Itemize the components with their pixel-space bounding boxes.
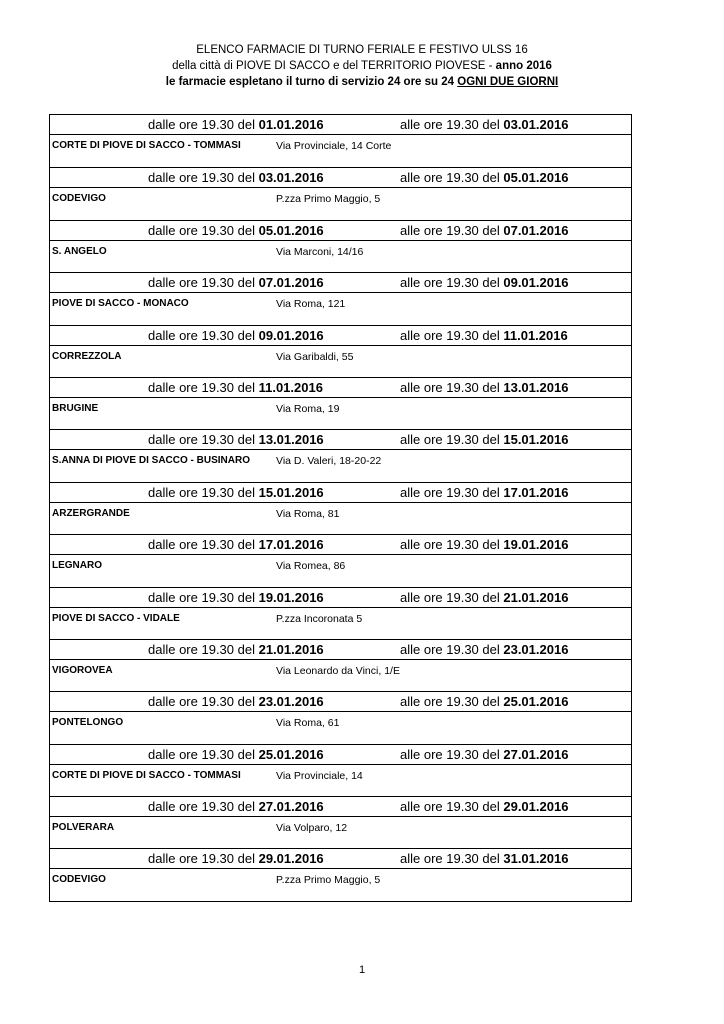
pharmacy-name: PONTELONGO (52, 717, 124, 729)
pharmacy-name: CORTE DI PIOVE DI SACCO - TOMMASI (52, 140, 241, 151)
pharmacy-name: BRUGINE (52, 402, 99, 414)
pharmacy-name: CODEVIGO (52, 193, 106, 205)
to-date-value: 13.01.2016 (503, 379, 569, 395)
pharmacy-address: Via Volparo, 12 (276, 822, 348, 835)
from-date (148, 590, 324, 605)
pharmacy-address: Via Provinciale, 14 Corte (276, 140, 392, 152)
date-range-row (50, 640, 631, 660)
to-date (400, 328, 568, 343)
from-date-value: 07.01.2016 (258, 275, 324, 291)
to-date (400, 747, 568, 762)
header-note (0, 74, 724, 90)
pharmacy-name: CODEVIGO (52, 874, 106, 886)
date-range-row (50, 115, 631, 135)
pharmacy-name: POLVERARA (52, 822, 115, 834)
header-note-text: le farmacie espletano il turno di servizio 24 ore su 24 (165, 76, 458, 88)
from-prefix: dalle ore 19.30 del (148, 379, 259, 395)
header-subtitle (0, 58, 724, 74)
from-prefix: dalle ore 19.30 del (148, 851, 259, 867)
from-date-value: 17.01.2016 (258, 537, 324, 553)
shift-entry (50, 325, 631, 377)
pharmacy-name: LEGNARO (52, 560, 102, 572)
to-date-value: 11.01.2016 (503, 327, 568, 343)
pharmacy-shift-table (49, 114, 632, 902)
from-date (148, 328, 324, 343)
from-date-value: 09.01.2016 (258, 327, 324, 343)
from-prefix: dalle ore 19.30 del (148, 117, 259, 132)
to-prefix: alle ore 19.30 del (400, 484, 504, 500)
shift-entry (50, 115, 631, 167)
to-date (400, 380, 568, 395)
to-date (400, 851, 568, 866)
shift-entry (50, 587, 631, 639)
to-prefix: alle ore 19.30 del (400, 851, 504, 867)
to-date (400, 432, 568, 447)
to-date-value: 25.01.2016 (503, 694, 569, 710)
to-date-value: 05.01.2016 (503, 170, 569, 186)
from-prefix: dalle ore 19.30 del (148, 275, 259, 291)
from-date (148, 117, 324, 132)
to-date-value: 09.01.2016 (503, 275, 569, 291)
shift-entry (50, 220, 631, 272)
shift-entry (50, 167, 631, 219)
to-prefix: alle ore 19.30 del (400, 170, 504, 186)
document-header (0, 42, 724, 90)
to-date-value: 27.01.2016 (503, 746, 569, 762)
header-subtitle-text: della città di PIOVE DI SACCO e del TERRITORIO PIOVESE - (172, 60, 496, 72)
to-date (400, 642, 568, 657)
pharmacy-name: S.ANNA DI PIOVE DI SACCO - BUSINARO (52, 455, 250, 467)
pharmacy-address: Via Roma, 19 (276, 402, 340, 415)
to-prefix: alle ore 19.30 del (400, 589, 504, 605)
shift-entry (50, 691, 631, 743)
header-year: anno 2016 (495, 60, 552, 72)
to-date (400, 170, 568, 185)
shift-entry (50, 377, 631, 429)
date-range-row (50, 430, 631, 450)
from-prefix: dalle ore 19.30 del (148, 484, 259, 500)
from-date-value: 03.01.2016 (258, 170, 324, 186)
from-date-value: 05.01.2016 (258, 222, 324, 238)
to-date (400, 694, 568, 709)
to-date-value: 07.01.2016 (503, 222, 569, 238)
from-date (148, 170, 324, 185)
to-date (400, 275, 568, 290)
shift-entry (50, 639, 631, 691)
to-prefix: alle ore 19.30 del (400, 117, 504, 132)
from-prefix: dalle ore 19.30 del (148, 222, 259, 238)
from-date (148, 642, 324, 657)
from-date (148, 747, 324, 762)
shift-entry (50, 429, 631, 481)
from-prefix: dalle ore 19.30 del (148, 432, 259, 448)
from-date-value: 23.01.2016 (258, 694, 324, 710)
header-note-underlined: OGNI DUE GIORNI (457, 76, 559, 88)
pharmacy-name: PIOVE DI SACCO - VIDALE (52, 612, 180, 624)
from-date-value: 13.01.2016 (258, 432, 324, 448)
to-prefix: alle ore 19.30 del (400, 379, 504, 395)
shift-entry (50, 482, 631, 534)
from-prefix: dalle ore 19.30 del (148, 327, 259, 343)
to-prefix: alle ore 19.30 del (400, 222, 504, 238)
pharmacy-name: ARZERGRANDE (52, 507, 130, 519)
to-date-value: 17.01.2016 (503, 484, 569, 500)
to-date-value: 03.01.2016 (503, 117, 569, 132)
pharmacy-address: Via Roma, 61 (276, 717, 340, 730)
from-date-value: 19.01.2016 (258, 589, 324, 605)
from-date (148, 694, 324, 709)
pharmacy-address: Via Romea, 86 (276, 560, 346, 573)
to-date (400, 590, 568, 605)
to-date (400, 223, 568, 238)
to-date (400, 799, 568, 814)
to-date (400, 117, 568, 132)
from-date-value: 15.01.2016 (258, 484, 324, 500)
to-prefix: alle ore 19.30 del (400, 275, 504, 291)
from-date (148, 851, 324, 866)
shift-entry (50, 796, 631, 848)
date-range-row (50, 588, 631, 608)
pharmacy-address: Via Leonardo da Vinci, 1/E (276, 664, 400, 677)
from-date (148, 485, 324, 500)
shift-entry (50, 534, 631, 586)
pharmacy-address: P.zza Primo Maggio, 5 (276, 874, 381, 887)
from-date-value: 25.01.2016 (258, 746, 324, 762)
to-date-value: 19.01.2016 (503, 537, 569, 553)
pharmacy-address: Via Provinciale, 14 (276, 769, 363, 782)
to-date-value: 29.01.2016 (503, 799, 569, 815)
to-prefix: alle ore 19.30 del (400, 746, 504, 762)
to-prefix: alle ore 19.30 del (400, 327, 504, 343)
date-range-row (50, 692, 631, 712)
date-range-row (50, 849, 631, 869)
to-date-value: 23.01.2016 (503, 641, 569, 657)
from-date (148, 799, 324, 814)
shift-entry (50, 272, 631, 324)
from-date (148, 380, 323, 395)
from-date-value: 01.01.2016 (258, 117, 324, 132)
date-range-row (50, 535, 631, 555)
from-prefix: dalle ore 19.30 del (148, 537, 259, 553)
shift-entry (50, 744, 631, 796)
from-date (148, 432, 324, 447)
pharmacy-name: PIOVE DI SACCO - MONACO (52, 298, 189, 310)
to-prefix: alle ore 19.30 del (400, 537, 504, 553)
date-range-row (50, 483, 631, 503)
pharmacy-address: Via Roma, 121 (276, 298, 346, 311)
pharmacy-address: Via Garibaldi, 55 (276, 350, 354, 363)
pharmacy-address: Via Marconi, 14/16 (276, 245, 364, 258)
pharmacy-address: P.zza Primo Maggio, 5 (276, 193, 381, 206)
to-prefix: alle ore 19.30 del (400, 432, 504, 448)
from-prefix: dalle ore 19.30 del (148, 589, 259, 605)
to-prefix: alle ore 19.30 del (400, 641, 504, 657)
pharmacy-name: S. ANGELO (52, 245, 107, 257)
to-date-value: 31.01.2016 (503, 851, 569, 867)
to-prefix: alle ore 19.30 del (400, 799, 504, 815)
date-range-row (50, 326, 631, 346)
pharmacy-address: Via Roma, 81 (276, 507, 340, 520)
to-prefix: alle ore 19.30 del (400, 694, 504, 710)
to-date-value: 15.01.2016 (503, 432, 569, 448)
pharmacy-address: P.zza Incoronata 5 (276, 612, 363, 625)
from-date (148, 275, 324, 290)
pharmacy-address: Via D. Valeri, 18-20-22 (276, 455, 382, 468)
from-date-value: 29.01.2016 (258, 851, 324, 867)
pharmacy-name: VIGOROVEA (52, 664, 113, 676)
to-date (400, 537, 568, 552)
from-prefix: dalle ore 19.30 del (148, 694, 259, 710)
from-prefix: dalle ore 19.30 del (148, 170, 259, 186)
date-range-row (50, 797, 631, 817)
shift-entry (50, 848, 631, 900)
from-date-value: 27.01.2016 (258, 799, 324, 815)
header-title: ELENCO FARMACIE DI TURNO FERIALE E FESTIVO ULSS 16 (196, 44, 528, 56)
to-date (400, 485, 568, 500)
from-prefix: dalle ore 19.30 del (148, 641, 259, 657)
date-range-row (50, 378, 631, 398)
date-range-row (50, 168, 631, 188)
date-range-row (50, 745, 631, 765)
page-number: 1 (358, 964, 366, 976)
from-date (148, 537, 324, 552)
from-prefix: dalle ore 19.30 del (148, 746, 259, 762)
to-date-value: 21.01.2016 (503, 589, 569, 605)
from-date-value: 11.01.2016 (258, 379, 323, 395)
from-date-value: 21.01.2016 (258, 641, 324, 657)
pharmacy-name: CORREZZOLA (52, 350, 122, 362)
from-date (148, 223, 324, 238)
pharmacy-name: CORTE DI PIOVE DI SACCO - TOMMASI (52, 769, 241, 781)
date-range-row (50, 221, 631, 241)
from-prefix: dalle ore 19.30 del (148, 799, 259, 815)
date-range-row (50, 273, 631, 293)
